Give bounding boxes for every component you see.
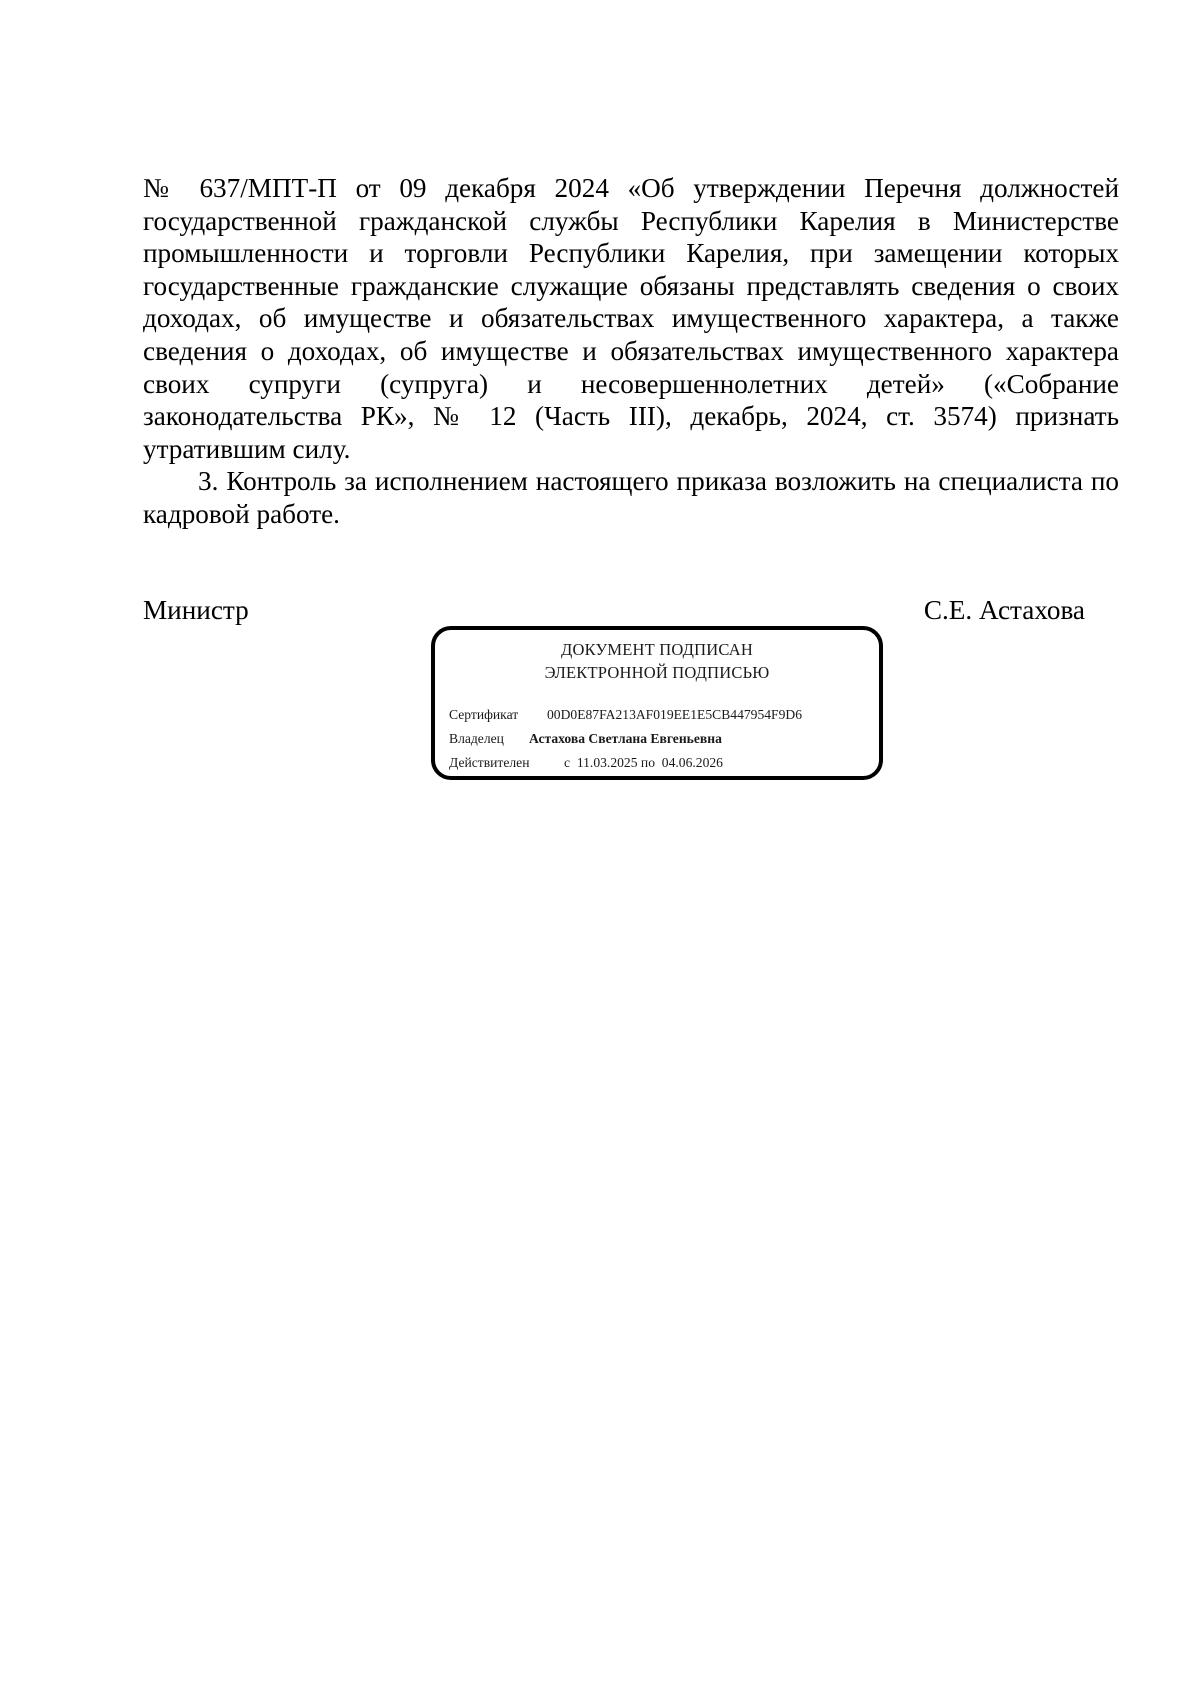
paragraph-continuation: № 637/МПТ-П от 09 декабря 2024 «Об утверждении Перечня должностей государственной гражданской службы Республики Карелия в Министерстве промышленности и торговли Республики Карелия, при замещении которых государственные гражданские служащие обязаны представлять сведения о своих доходах, об имуществе и обязательствах имущественного характера, а также сведения о доходах, об имуществе и обязательствах имущественного характера своих супруги (супруга) и несовершеннолетних детей» («Собрание законодательства РК», № 12 (Часть III), декабрь, 2024, ст. 3574) признать утратившим силу. [143,173,1119,464]
owner-label: Владелец [449,731,504,746]
validity-label: Действителен [449,755,530,770]
stamp-certificate-row [449,706,802,724]
stamp-owner-row [449,730,722,748]
document-body [143,172,1119,531]
signatory-position: Министр [143,595,249,625]
valid-to-prefix: по [640,755,655,770]
certificate-label: Сертификат [449,707,519,722]
paragraph-3: 3. Контроль за исполнением настоящего приказа возложить на специалиста по кадровой работе. [143,466,1119,529]
valid-from-date: 11.03.2025 [576,755,638,770]
signatory-name: С.Е. Астахова [923,595,1085,625]
stamp-title-line-2: ЭЛЕКТРОННОЙ ПОДПИСЬЮ [544,663,770,682]
owner-value: Астахова Светлана Евгеньевна [529,731,722,746]
valid-from-prefix: с [564,755,571,770]
stamp-title-line-1: ДОКУМЕНТ ПОДПИСАН [561,640,753,659]
stamp-validity-row [449,754,723,772]
electronic-signature-stamp [431,626,883,780]
valid-to-date: 04.06.2026 [661,755,723,770]
certificate-value: 00D0E87FA213AF019EE1E5CB447954F9D6 [547,707,803,722]
